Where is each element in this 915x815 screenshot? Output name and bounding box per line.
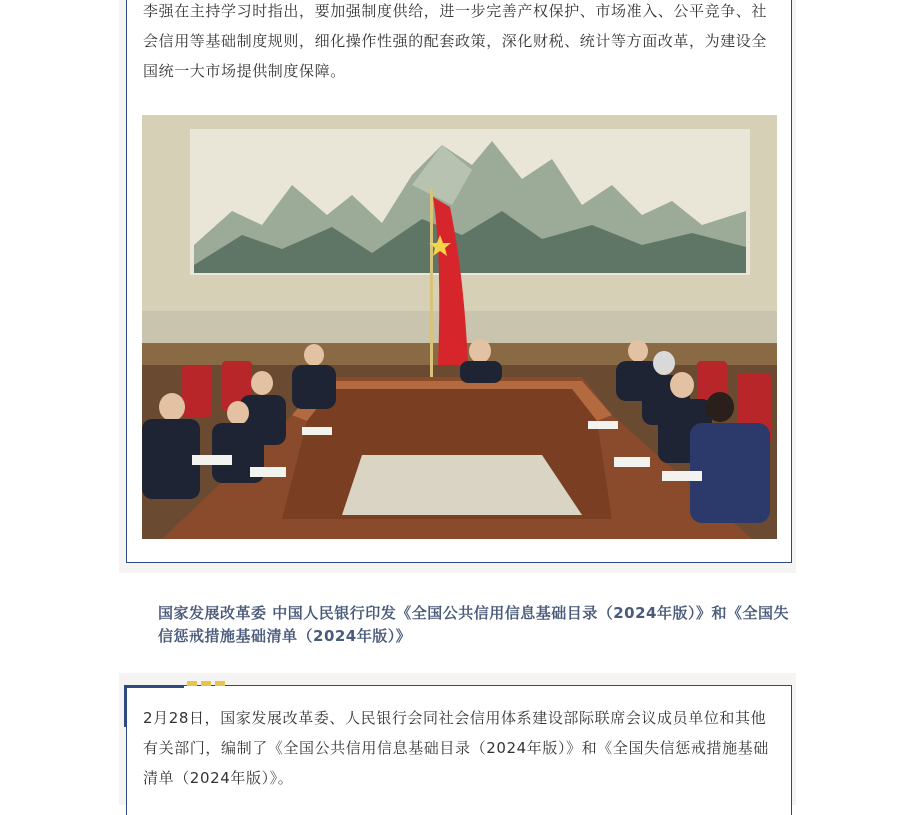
article-card-2 bbox=[119, 673, 796, 805]
meeting-photo bbox=[142, 115, 777, 539]
article-card-2-inner bbox=[126, 685, 792, 815]
article-card-1-inner bbox=[126, 0, 792, 563]
section-heading: 国家发展改革委 中国人民银行印发《全国公共信用信息基础目录（2024年版）》和《全国失信惩戒措施基础清单（2024年版）》 bbox=[158, 604, 789, 645]
article-card-1 bbox=[119, 0, 796, 573]
dot-decoration bbox=[187, 681, 225, 686]
article-paragraph-1: 李强在主持学习时指出，要加强制度供给，进一步完善产权保护、市场准入、公平竞争、社会信用等基础制度规则，细化操作性强的配套政策，深化财税、统计等方面改革，为建设全国统一大市场提供制度保障。 bbox=[143, 2, 768, 80]
article-paragraph-2: 2月28日，国家发展改革委、人民银行会同社会信用体系建设部际联席会议成员单位和其他有关部门，编制了《全国公共信用信息基础目录（2024年版）》和《全国失信惩戒措施基础清单（2024年版）》。 bbox=[143, 709, 769, 787]
